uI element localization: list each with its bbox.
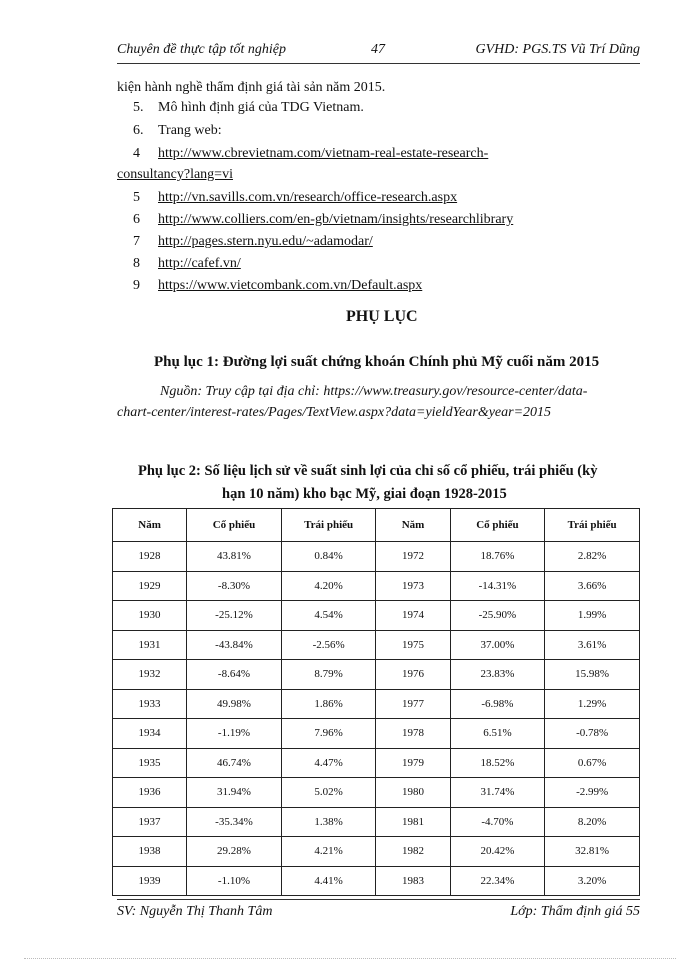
footer-class-name: Lớp: Thẩm định giá 55 bbox=[510, 904, 640, 919]
cell-stock-return: 23.83% bbox=[450, 660, 545, 690]
header-supervisor: GVHD: PGS.TS Vũ Trí Dũng bbox=[475, 42, 640, 57]
reference-text: Trang web: bbox=[158, 123, 222, 138]
table-row bbox=[113, 542, 640, 572]
cell-bond-return: 1.86% bbox=[281, 689, 376, 719]
header-bonds: Trái phiếu bbox=[281, 509, 376, 542]
cell-year: 1934 bbox=[113, 719, 187, 749]
cell-year: 1975 bbox=[376, 630, 450, 660]
table-row bbox=[113, 630, 640, 660]
reference-link-damodaran[interactable]: http://pages.stern.nyu.edu/~adamodar/ bbox=[158, 234, 373, 249]
reference-number: 8 bbox=[133, 256, 140, 271]
cell-bond-return: 5.02% bbox=[281, 778, 376, 808]
table-row bbox=[113, 748, 640, 778]
cell-stock-return: 18.52% bbox=[450, 748, 545, 778]
cell-stock-return: 31.94% bbox=[187, 778, 282, 808]
appendix-heading: PHỤ LỤC bbox=[346, 308, 418, 325]
cell-bond-return: 2.82% bbox=[545, 542, 640, 572]
cell-year: 1931 bbox=[113, 630, 187, 660]
cell-stock-return: -1.10% bbox=[187, 866, 282, 896]
cell-year: 1939 bbox=[113, 866, 187, 896]
cell-stock-return: 18.76% bbox=[450, 542, 545, 572]
cell-stock-return: -8.64% bbox=[187, 660, 282, 690]
cell-year: 1932 bbox=[113, 660, 187, 690]
table-row bbox=[113, 837, 640, 867]
reference-number: 5 bbox=[133, 190, 140, 205]
cell-stock-return: -1.19% bbox=[187, 719, 282, 749]
cell-stock-return: 20.42% bbox=[450, 837, 545, 867]
cell-bond-return: 4.21% bbox=[281, 837, 376, 867]
cell-bond-return: 15.98% bbox=[545, 660, 640, 690]
returns-table bbox=[112, 508, 640, 896]
cell-stock-return: 49.98% bbox=[187, 689, 282, 719]
cell-bond-return: 3.61% bbox=[545, 630, 640, 660]
reference-link-cbre-continued[interactable]: consultancy?lang=vi bbox=[117, 167, 233, 182]
cell-bond-return: 0.84% bbox=[281, 542, 376, 572]
cell-bond-return: 1.38% bbox=[281, 807, 376, 837]
cell-stock-return: -14.31% bbox=[450, 571, 545, 601]
cell-bond-return: 1.29% bbox=[545, 689, 640, 719]
cell-year: 1981 bbox=[376, 807, 450, 837]
header-bonds: Trái phiếu bbox=[545, 509, 640, 542]
table-header-row bbox=[113, 509, 640, 542]
reference-link-savills[interactable]: http://vn.savills.com.vn/research/office-research.aspx bbox=[158, 190, 458, 205]
cell-year: 1983 bbox=[376, 866, 450, 896]
cell-year: 1973 bbox=[376, 571, 450, 601]
cell-year: 1935 bbox=[113, 748, 187, 778]
appendix-2-title-line-2: hạn 10 năm) kho bạc Mỹ, giai đoạn 1928-2015 bbox=[222, 486, 507, 502]
cell-bond-return: 3.20% bbox=[545, 866, 640, 896]
cell-stock-return: -8.30% bbox=[187, 571, 282, 601]
cell-year: 1937 bbox=[113, 807, 187, 837]
table-row bbox=[113, 601, 640, 631]
cell-stock-return: 29.28% bbox=[187, 837, 282, 867]
cell-year: 1930 bbox=[113, 601, 187, 631]
cell-stock-return: 6.51% bbox=[450, 719, 545, 749]
cell-year: 1982 bbox=[376, 837, 450, 867]
header-year: Năm bbox=[113, 509, 187, 542]
cell-stock-return: -35.34% bbox=[187, 807, 282, 837]
reference-number: 4 bbox=[133, 146, 140, 161]
cell-bond-return: 1.99% bbox=[545, 601, 640, 631]
page-bottom-divider bbox=[24, 958, 676, 959]
cell-stock-return: -25.90% bbox=[450, 601, 545, 631]
header-stocks: Cổ phiếu bbox=[187, 509, 282, 542]
cell-bond-return: 3.66% bbox=[545, 571, 640, 601]
cell-year: 1929 bbox=[113, 571, 187, 601]
footer-student-name: SV: Nguyễn Thị Thanh Tâm bbox=[117, 904, 273, 919]
header-stocks: Cổ phiếu bbox=[450, 509, 545, 542]
reference-number: 7 bbox=[133, 234, 140, 249]
reference-link-cbre[interactable]: http://www.cbrevietnam.com/vietnam-real-estate-research- bbox=[158, 146, 489, 161]
cell-year: 1978 bbox=[376, 719, 450, 749]
cell-year: 1936 bbox=[113, 778, 187, 808]
cell-bond-return: -2.99% bbox=[545, 778, 640, 808]
reference-number: 6. bbox=[133, 123, 144, 138]
cell-bond-return: 8.79% bbox=[281, 660, 376, 690]
cell-stock-return: 37.00% bbox=[450, 630, 545, 660]
cell-stock-return: 46.74% bbox=[187, 748, 282, 778]
cell-year: 1976 bbox=[376, 660, 450, 690]
cell-stock-return: 22.34% bbox=[450, 866, 545, 896]
appendix-2-title-line-1: Phụ lục 2: Số liệu lịch sử về suất sinh lợi của chỉ số cổ phiếu, trái phiếu (kỳ bbox=[138, 463, 598, 479]
appendix-1-title: Phụ lục 1: Đường lợi suất chứng khoán Chính phủ Mỹ cuối năm 2015 bbox=[154, 354, 600, 370]
appendix-1-source-line-2: chart-center/interest-rates/Pages/TextView.aspx?data=yieldYear&year=2015 bbox=[117, 405, 552, 420]
table-row bbox=[113, 660, 640, 690]
cell-year: 1974 bbox=[376, 601, 450, 631]
reference-number: 5. bbox=[133, 100, 144, 115]
cell-stock-return: -25.12% bbox=[187, 601, 282, 631]
cell-bond-return: 4.41% bbox=[281, 866, 376, 896]
header-rule bbox=[117, 63, 640, 64]
reference-text: Mô hình định giá của TDG Vietnam. bbox=[158, 100, 364, 115]
table-row bbox=[113, 571, 640, 601]
reference-link-vietcombank[interactable]: https://www.vietcombank.com.vn/Default.aspx bbox=[158, 278, 423, 293]
cell-stock-return: -4.70% bbox=[450, 807, 545, 837]
reference-number: 6 bbox=[133, 212, 140, 227]
cell-bond-return: 7.96% bbox=[281, 719, 376, 749]
header-page-number: 47 bbox=[371, 42, 385, 57]
cell-year: 1972 bbox=[376, 542, 450, 572]
cell-year: 1980 bbox=[376, 778, 450, 808]
cell-year: 1928 bbox=[113, 542, 187, 572]
cell-year: 1938 bbox=[113, 837, 187, 867]
cell-bond-return: 32.81% bbox=[545, 837, 640, 867]
cell-stock-return: 31.74% bbox=[450, 778, 545, 808]
cell-bond-return: 4.20% bbox=[281, 571, 376, 601]
appendix-1-source-line-1: Nguồn: Truy cập tại địa chỉ: https://www.treasury.gov/resource-center/data- bbox=[160, 384, 588, 399]
footer-rule bbox=[117, 899, 640, 900]
cell-bond-return: 8.20% bbox=[545, 807, 640, 837]
cell-bond-return: 0.67% bbox=[545, 748, 640, 778]
cell-year: 1979 bbox=[376, 748, 450, 778]
cell-stock-return: 43.81% bbox=[187, 542, 282, 572]
header-document-title: Chuyên đề thực tập tốt nghiệp bbox=[117, 42, 286, 57]
table-row bbox=[113, 778, 640, 808]
cell-bond-return: 4.47% bbox=[281, 748, 376, 778]
cell-stock-return: -6.98% bbox=[450, 689, 545, 719]
table-row bbox=[113, 689, 640, 719]
cell-bond-return: 4.54% bbox=[281, 601, 376, 631]
cell-stock-return: -43.84% bbox=[187, 630, 282, 660]
reference-number: 9 bbox=[133, 278, 140, 293]
table-row bbox=[113, 866, 640, 896]
page-header bbox=[117, 40, 640, 60]
cell-year: 1977 bbox=[376, 689, 450, 719]
reference-link-cafef[interactable]: http://cafef.vn/ bbox=[158, 256, 241, 271]
table-row bbox=[113, 719, 640, 749]
cell-bond-return: -0.78% bbox=[545, 719, 640, 749]
table-row bbox=[113, 807, 640, 837]
reference-link-colliers[interactable]: http://www.colliers.com/en-gb/vietnam/insights/researchlibrary bbox=[158, 212, 514, 227]
header-year: Năm bbox=[376, 509, 450, 542]
cell-bond-return: -2.56% bbox=[281, 630, 376, 660]
intro-line: kiện hành nghề thẩm định giá tài sản năm 2015. bbox=[117, 80, 386, 95]
cell-year: 1933 bbox=[113, 689, 187, 719]
